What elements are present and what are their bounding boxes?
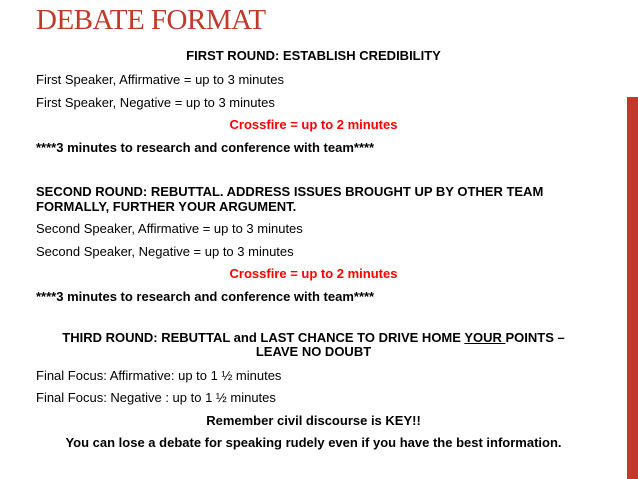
round3-heading-line1 [0, 330, 627, 345]
round1-crossfire: Crossfire = up to 2 minutes [229, 117, 398, 132]
round1-research: ****3 minutes to research and conference with team**** [36, 140, 375, 155]
round2-line-affirmative: Second Speaker, Affirmative = up to 3 minutes [36, 221, 303, 236]
round1-line-negative: First Speaker, Negative = up to 3 minutes [36, 95, 275, 110]
round2-heading-line2: FORMALLY, FURTHER YOUR ARGUMENT. [36, 199, 297, 214]
reminder-text: Remember civil discourse is KEY!! [206, 413, 421, 428]
round1-line-affirmative: First Speaker, Affirmative = up to 3 minutes [36, 72, 284, 87]
warning-text: You can lose a debate for speaking rudely even if you have the best information. [65, 435, 562, 450]
round3-line-affirmative: Final Focus: Affirmative: up to 1 ½ minutes [36, 368, 282, 383]
round2-line-negative: Second Speaker, Negative = up to 3 minutes [36, 244, 294, 259]
round3-line-negative: Final Focus: Negative : up to 1 ½ minutes [36, 390, 276, 405]
slide-title: DEBATE FORMAT [36, 4, 266, 36]
round3-heading-underlined: YOUR [464, 330, 506, 345]
round2-crossfire: Crossfire = up to 2 minutes [229, 266, 398, 281]
accent-bar [627, 97, 638, 479]
round1-heading: FIRST ROUND: ESTABLISH CREDIBILITY [186, 48, 441, 63]
round3-heading-part1: THIRD ROUND: REBUTTAL and LAST CHANCE TO DRIVE HOME [62, 330, 465, 345]
round3-heading-line2: LEAVE NO DOUBT [255, 344, 372, 359]
round2-research: ****3 minutes to research and conference with team**** [36, 289, 375, 304]
round3-heading-part2: POINTS – [505, 330, 565, 345]
round2-heading-line1: SECOND ROUND: REBUTTAL. ADDRESS ISSUES BROUGHT UP BY OTHER TEAM [36, 184, 544, 199]
